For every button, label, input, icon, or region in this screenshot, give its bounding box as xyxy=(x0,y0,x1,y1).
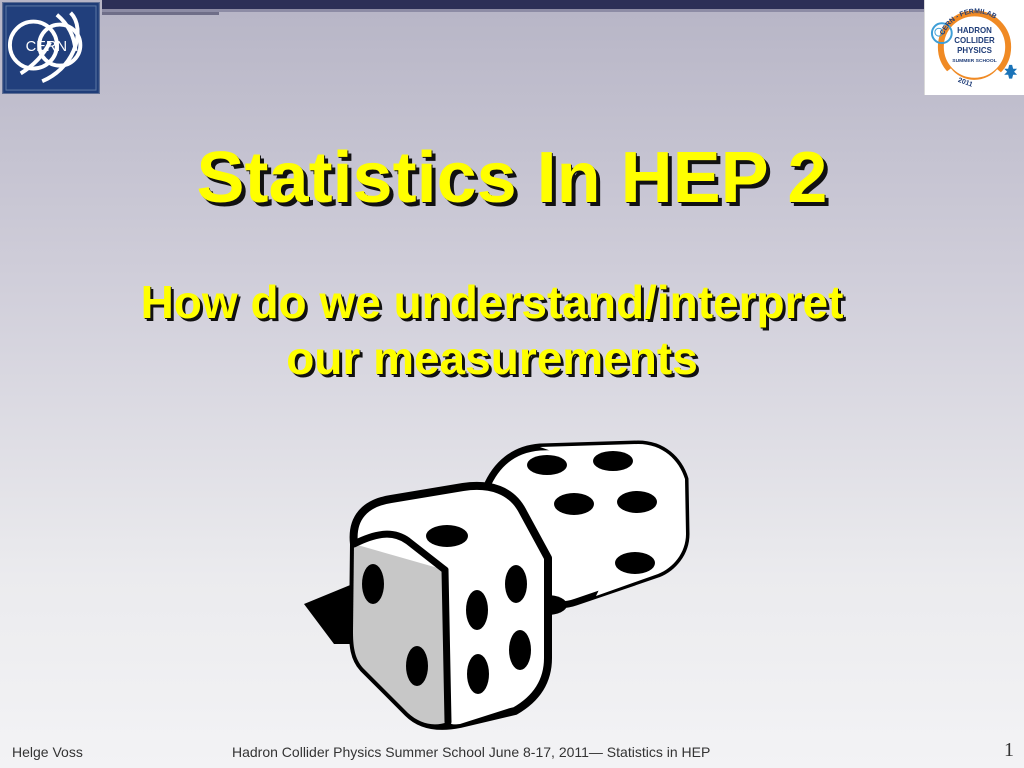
slide-title: Statistics In HEP 2 xyxy=(196,138,828,218)
cern-logo xyxy=(2,2,100,94)
summer-school-logo xyxy=(924,0,1024,95)
school-year: 2011 xyxy=(956,76,974,89)
summer-school-logo-icon xyxy=(925,0,1024,95)
top-bar-shadow xyxy=(102,9,924,12)
dice-icon xyxy=(296,430,694,732)
footer-author: Helge Voss xyxy=(12,744,83,760)
school-line-collider: COLLIDER xyxy=(954,36,995,46)
school-line-summer-school: SUMMER SCHOOL xyxy=(952,58,997,64)
slide-subtitle xyxy=(80,274,904,386)
dice-illustration xyxy=(296,430,694,732)
subtitle-line-2: our measurements xyxy=(286,332,698,384)
cern-logo-text: CERN xyxy=(25,38,68,55)
school-ring-top-text: CERN - FERMILAB xyxy=(939,8,998,37)
school-line-physics: PHYSICS xyxy=(957,45,992,55)
subtitle-line-1: How do we understand/interpret xyxy=(140,276,844,328)
top-bar xyxy=(102,0,924,9)
school-line-hadron: HADRON xyxy=(957,26,992,36)
slide-page-number: 1 xyxy=(1004,739,1014,761)
cern-logo-icon xyxy=(3,3,99,93)
top-bar-shadow-short xyxy=(102,12,219,15)
footer-event: Hadron Collider Physics Summer School June 8-17, 2011— Statistics in HEP xyxy=(232,744,711,760)
